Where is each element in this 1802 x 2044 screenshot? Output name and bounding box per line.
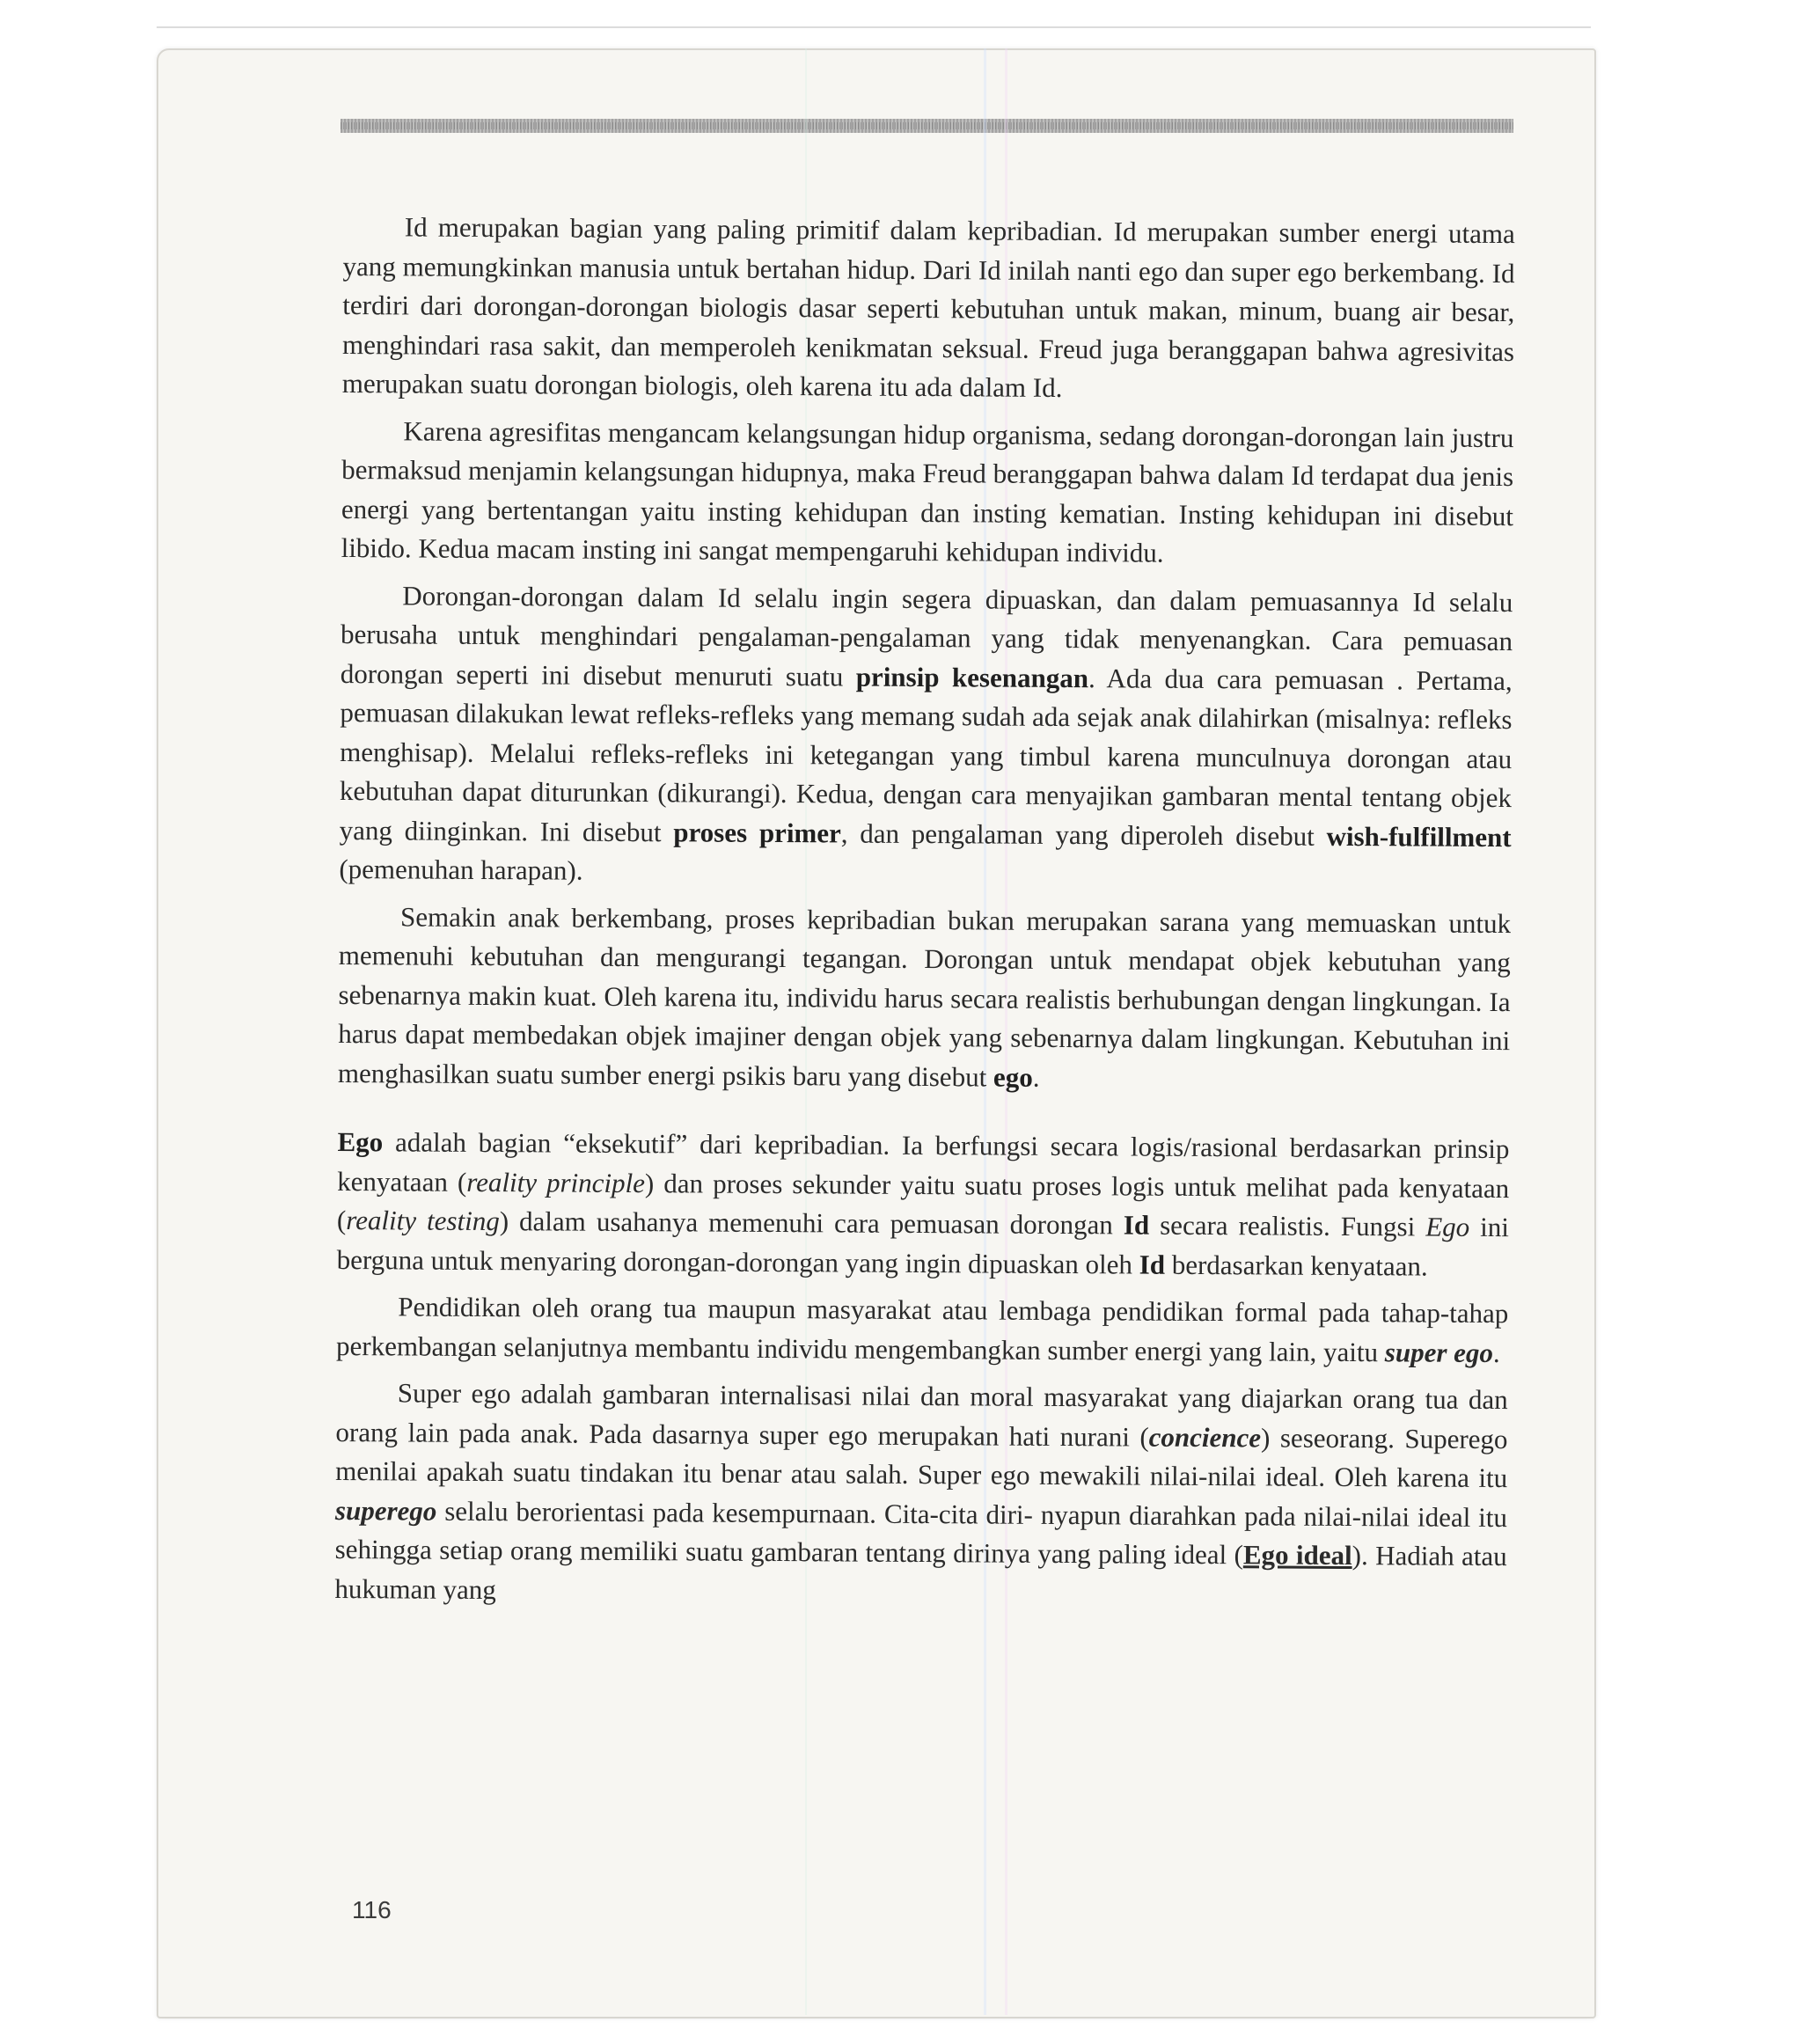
term-ego-italic: Ego [1425, 1211, 1470, 1242]
text-run: Super ego adalah gambaran internalisasi nilai dan moral masyarakat yang diajarkan orang tua dan orang lain pada anak. Pada dasarnya super ego merupakan hati nurani ( [335, 1377, 1508, 1453]
term-ego: Ego [337, 1125, 384, 1158]
term-super-ego: super ego [1384, 1336, 1494, 1368]
paragraph-id-definition: Id merupakan bagian yang paling primitif dalam kepribadian. Id merupakan sumber energi utama yang memungkinkan manusia untuk bertahan hidup. Dari Id inilah nanti ego dan super ego berkembang. Id terdiri dari dorongan-dorongan biologis dasar seperti kebutuhan untuk makan, minum, buang air besar, menghindari rasa sakit, dan memperoleh kenikmatan seksual. Freud juga beranggapan bahwa agresivitas merupakan suatu dorongan biologis, oleh karena itu ada dalam Id. [341, 211, 1515, 403]
text-run: ) seseorang. Superego menilai apakah suatu tindakan itu benar atau salah. Super ego mewakili nilai-nilai ideal. Oleh karena itu [335, 1421, 1508, 1494]
text-run: Dorongan-dorongan dalam Id selalu ingin segera dipuaskan, dan dalam pemuasannya Id selalu berusaha untuk menghindari pengalaman-pengalaman yang tidak menyenangkan. Cara pemuasan dorongan seperti ini disebut menuruti suatu [340, 579, 1513, 692]
text-run: selalu berorientasi pada kesempurnaan. Cita-cita diri- nyapun diarahkan pada nilai-nilai ideal itu sehingga setiap orang memiliki suatu gambaran tentang dirinya yang paling ideal ( [334, 1495, 1508, 1571]
text-run: ) dalam usahanya memenuhi cara pemuasan dorongan [499, 1205, 1124, 1241]
term-id: Id [1139, 1249, 1166, 1280]
term-reality-principle: reality principle [466, 1166, 646, 1198]
body-text [334, 208, 1515, 1623]
scan-edge-line [157, 26, 1591, 28]
paragraph-ego-origin [338, 897, 1511, 1100]
term-prinsip-kesenangan: prinsip kesenangan [855, 661, 1089, 693]
page-number: 116 [352, 1896, 392, 1923]
term-id: Id [1123, 1209, 1150, 1241]
text-run: Semakin anak berkembang, proses kepribadian bukan merupakan sarana yang memuaskan untuk memenuhi kebutuhan dan mengurangi tegangan. Dorongan untuk mendapat objek kebutuhan yang sebenarnya makin kuat. Oleh karena itu, individu harus secara realistis berhubungan dengan lingkungan. Ia harus dapat membedakan objek imajiner dengan objek yang sebenarnya dalam lingkungan. Kebutuhan ini menghasilkan suatu sumber energi psikis baru yang disebut [337, 900, 1512, 1093]
text-run: . Ada dua cara pemuasan . Pertama, pemuasan dilakukan lewat refleks-refleks yang memang sudah ada sejak anak dilahirkan (misalnya: refleks menghisap). Melalui refleks-refleks ini ketegangan yang timbul karena munculnuya dorongan atau kebutuhan dapat diturunkan (dikurangi). Kedua, dengan cara menyajikan gambaran mental tentang objek yang diinginkan. Ini disebut [339, 662, 1513, 847]
text-run: Pendidikan oleh orang tua maupun masyarakat atau lembaga pendidikan formal pada tahap-tahap perkembangan selanjutnya membantu individu mengembangkan sumber energi yang lain, yaitu [335, 1291, 1509, 1367]
text-run: ). Hadiah atau hukuman yang [334, 1540, 1507, 1605]
term-reality-testing: reality testing [346, 1205, 500, 1237]
text-run: ) dan proses sekunder yaitu suatu proses logis untuk melihat pada kenyataan ( [336, 1167, 1510, 1236]
term-ego: ego [993, 1061, 1033, 1093]
text-run: ini berguna untuk menyaring dorongan-dorongan yang ingin dipuaskan oleh [336, 1211, 1510, 1280]
term-concience: concience [1148, 1421, 1262, 1453]
text-run: . [1032, 1061, 1040, 1093]
paragraph-prinsip-kesenangan [339, 575, 1513, 896]
term-wish-fulfillment: wish-fulfillment [1326, 820, 1512, 853]
text-run: , dan pengalaman yang diperoleh disebut [840, 817, 1327, 852]
text-run: . [1492, 1337, 1500, 1368]
term-ego-ideal: Ego ideal [1242, 1539, 1352, 1571]
paragraph-ego-definition [337, 1123, 1510, 1286]
paragraph-insting: Karena agresifitas mengancam kelangsungan hidup organisma, sedang dorongan-dorongan lain justru bermaksud menjamin kelangsungan hidupnya, maka Freud beranggapan bahwa dalam Id terdapat dua jenis energi yang bertentangan yaitu insting kehidupan dan insting kematian. Insting kehidupan ini disebut libido. Kedua macam insting ini sangat mempengaruhi kehidupan individu. [341, 414, 1514, 568]
term-proses-primer: proses primer [673, 816, 841, 848]
text-run: berdasarkan kenyataan. [1164, 1249, 1428, 1282]
text-run: (pemenuhan harapan). [339, 853, 583, 886]
text-run: secara realistis. Fungsi [1149, 1209, 1426, 1242]
header-rule [341, 119, 1513, 133]
paragraph-pendidikan [336, 1287, 1509, 1373]
text-run: adalah bagian “eksekutif” dari kepribadian. Ia berfungsi secara logis/rasional berdasarkan prinsip kenyataan ( [337, 1126, 1510, 1198]
term-superego: superego [334, 1494, 437, 1527]
paragraph-super-ego [334, 1374, 1508, 1615]
